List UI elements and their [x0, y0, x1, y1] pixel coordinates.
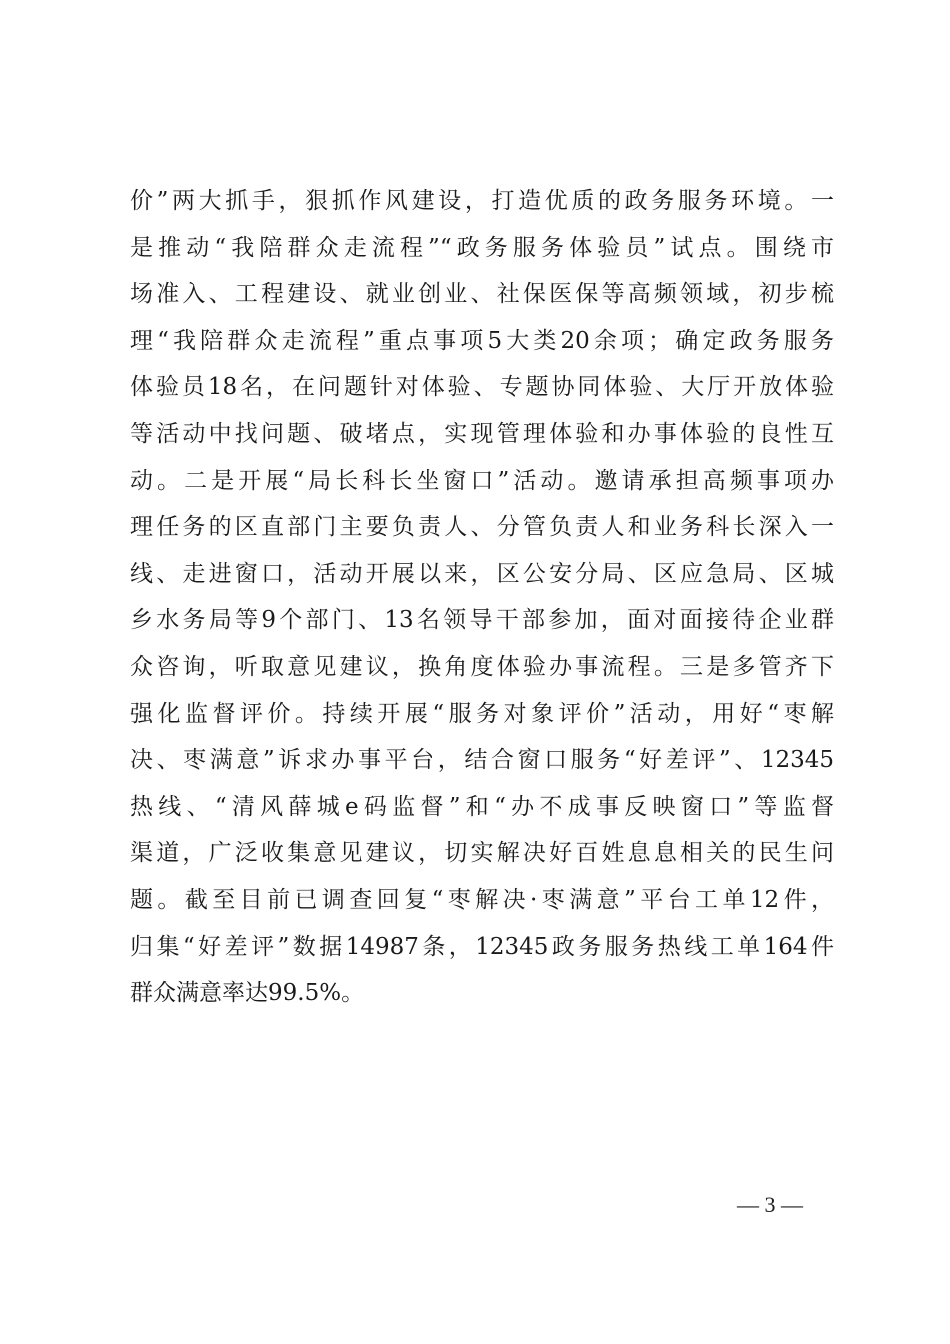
text-line-17: 归集“好差评”数据14987条，12345政务服务热线工单164件 [130, 933, 834, 960]
text-line-8: 理任务的区直部门主要负责人、分管负责人和业务科长深入一 [130, 514, 834, 541]
text-line-10: 乡水务局等9个部门、13名领导干部参加，面对面接待企业群 [130, 607, 834, 634]
text-line-13: 决、枣满意”诉求办事平台，结合窗口服务“好差评”、12345 [130, 747, 834, 774]
text-line-18: 群众满意率达99.5%。 [130, 980, 365, 1007]
text-line-1: 价”两大抓手，狠抓作风建设，打造优质的政务服务环境。一 [130, 188, 834, 214]
text-line-3: 场准入、工程建设、就业创业、社保医保等高频领域，初步梳 [130, 281, 834, 308]
text-line-12: 强化监督评价。持续开展“服务对象评价”活动，用好“枣解 [130, 700, 834, 727]
body-paragraph [130, 178, 834, 1017]
text-line-11: 众咨询，听取意见建议，换角度体验办事流程。三是多管齐下 [130, 653, 834, 680]
text-line-14: 热线、“清风薛城e码监督”和“办不成事反映窗口”等监督 [130, 793, 834, 820]
text-line-5: 体验员18名，在问题针对体验、专题协同体验、大厅开放体验 [130, 374, 834, 401]
text-line-6: 等活动中找问题、破堵点，实现管理体验和办事体验的良性互 [130, 420, 834, 447]
text-line-4: 理“我陪群众走流程”重点事项5大类20余项；确定政务服务 [130, 327, 834, 354]
text-line-9: 线、走进窗口，活动开展以来，区公安分局、区应急局、区城 [130, 560, 834, 587]
text-line-2: 是推动“我陪群众走流程”“政务服务体验员”试点。围绕市 [130, 234, 834, 261]
page-number: — 3 — [737, 1192, 803, 1217]
text-line-15: 渠道，广泛收集意见建议，切实解决好百姓息息相关的民生问 [130, 840, 834, 867]
text-line-7: 动。二是开展“局长科长坐窗口”活动。邀请承担高频事项办 [130, 467, 834, 494]
text-line-16: 题。截至目前已调查回复“枣解决·枣满意”平台工单12件， [130, 886, 834, 913]
